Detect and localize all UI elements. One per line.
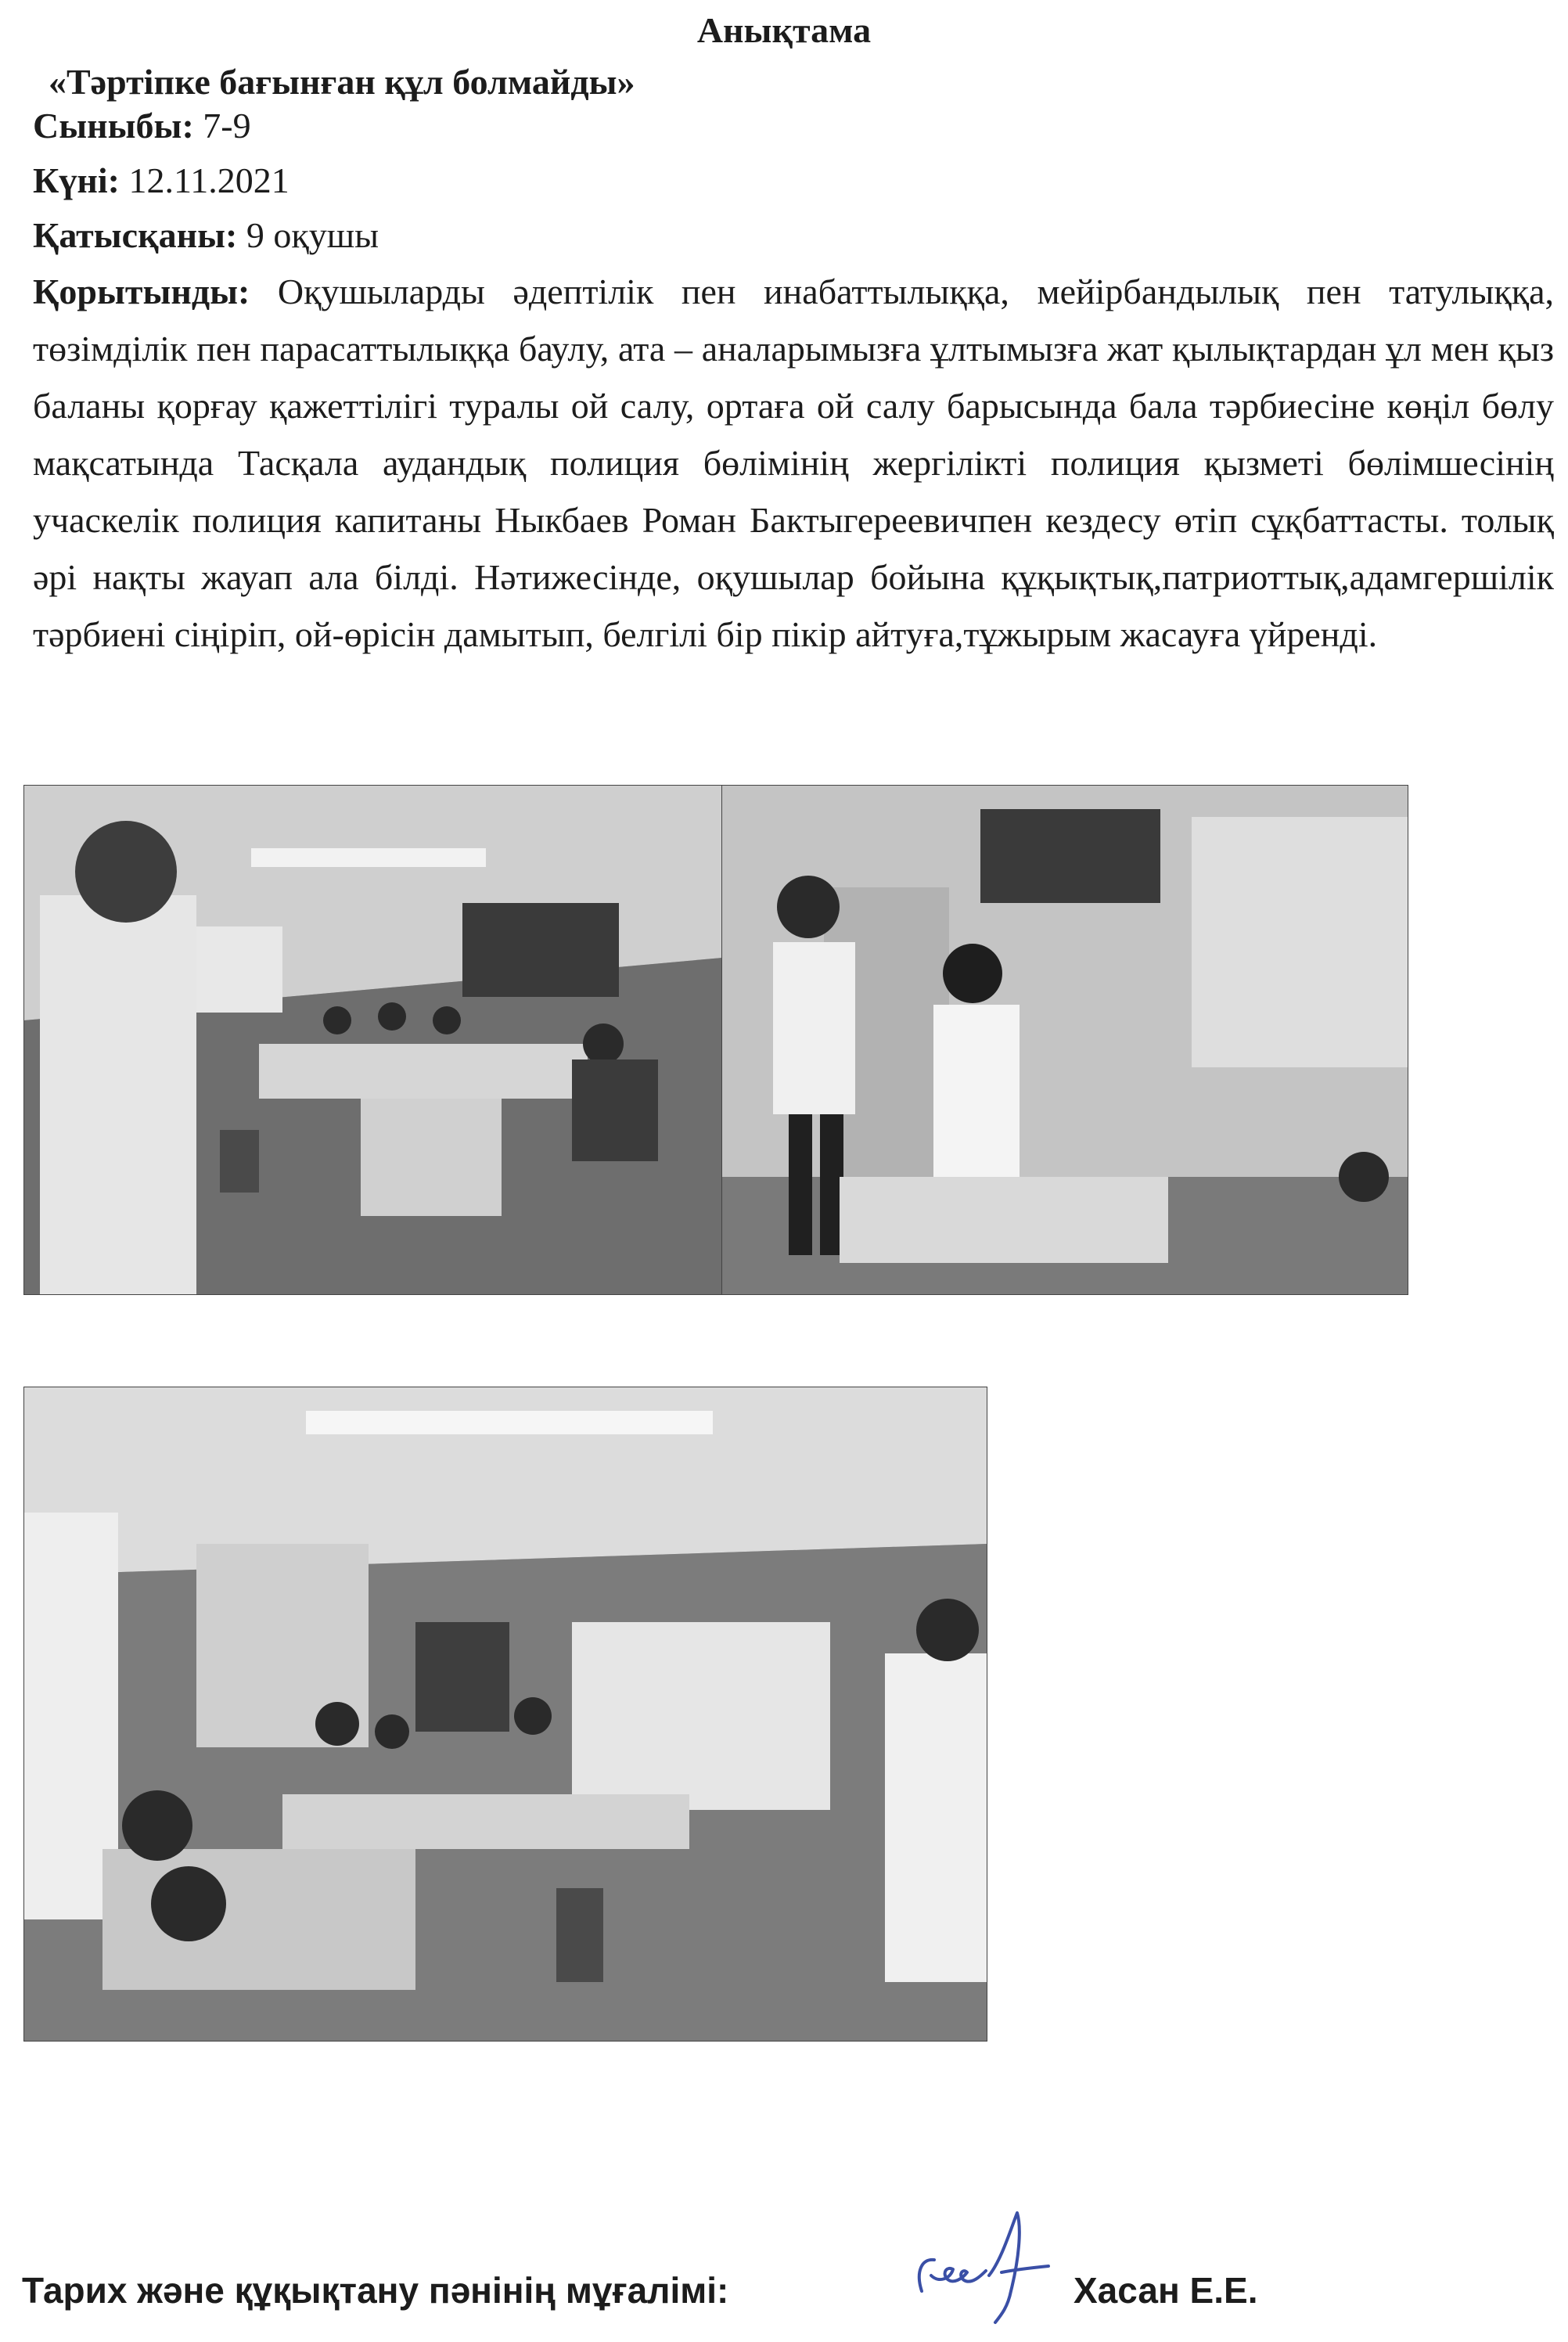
participants-field — [33, 213, 379, 258]
participants-label: Қатысқаны: — [33, 215, 238, 255]
classroom-photo-2-image — [722, 786, 1408, 1294]
conclusion-label: Қорытынды: — [33, 272, 250, 311]
class-label: Сыныбы: — [33, 106, 194, 146]
conclusion-paragraph — [33, 263, 1554, 663]
teacher-signature — [908, 2197, 1064, 2330]
document-title: Анықтама — [696, 10, 872, 50]
teacher-name: Хасан Е.Е. — [1074, 2270, 1258, 2311]
event-title: «Тәртіпке бағынған құл болмайды» — [49, 62, 635, 102]
conclusion-text: Оқушыларды әдептілік пен инабаттылыққа, мейірбандылық пен татулыққа, төзімділік пен парасаттылыққа баулу, ата – аналарымызға ұлтымызға жат қылықтардан ұл мен қыз баланы қорғау қажеттілігі туралы ой салу, ортаға ой салу барысында бала тәрбиесіне көңіл бөлу мақсатында Тасқала аудандық полиция бөлімінің жергілікті полиция қызметі бөлімшесінің учаскелік полиция капитаны Ныкбаев Роман Бактыгереевичпен кездесу өтіп сұқбаттасты. толық әрі нақты жауап ала білді. Нәтижесінде, оқушылар бойына құқықтық,патриоттық,адамгершілік тәрбиені сіңіріп, ой-өрісін дамытып, белгілі бір пікір айтуға,тұжырым жасауға үйренді. — [33, 272, 1554, 654]
teacher-role: Тарих және құқықтану пәнінің мұғалімі: — [22, 2270, 729, 2311]
classroom-photo-1-image — [24, 786, 722, 1294]
classroom-photo-3-image — [24, 1387, 987, 2041]
class-value: 7-9 — [193, 106, 251, 146]
date-field — [33, 158, 290, 203]
classroom-photo-2 — [721, 785, 1408, 1295]
date-value: 12.11.2021 — [119, 160, 290, 200]
classroom-photo-1 — [23, 785, 723, 1295]
class-field — [33, 103, 251, 149]
participants-value: 9 оқушы — [237, 215, 379, 255]
date-label: Күні: — [33, 160, 120, 200]
classroom-photo-3 — [23, 1387, 987, 2042]
